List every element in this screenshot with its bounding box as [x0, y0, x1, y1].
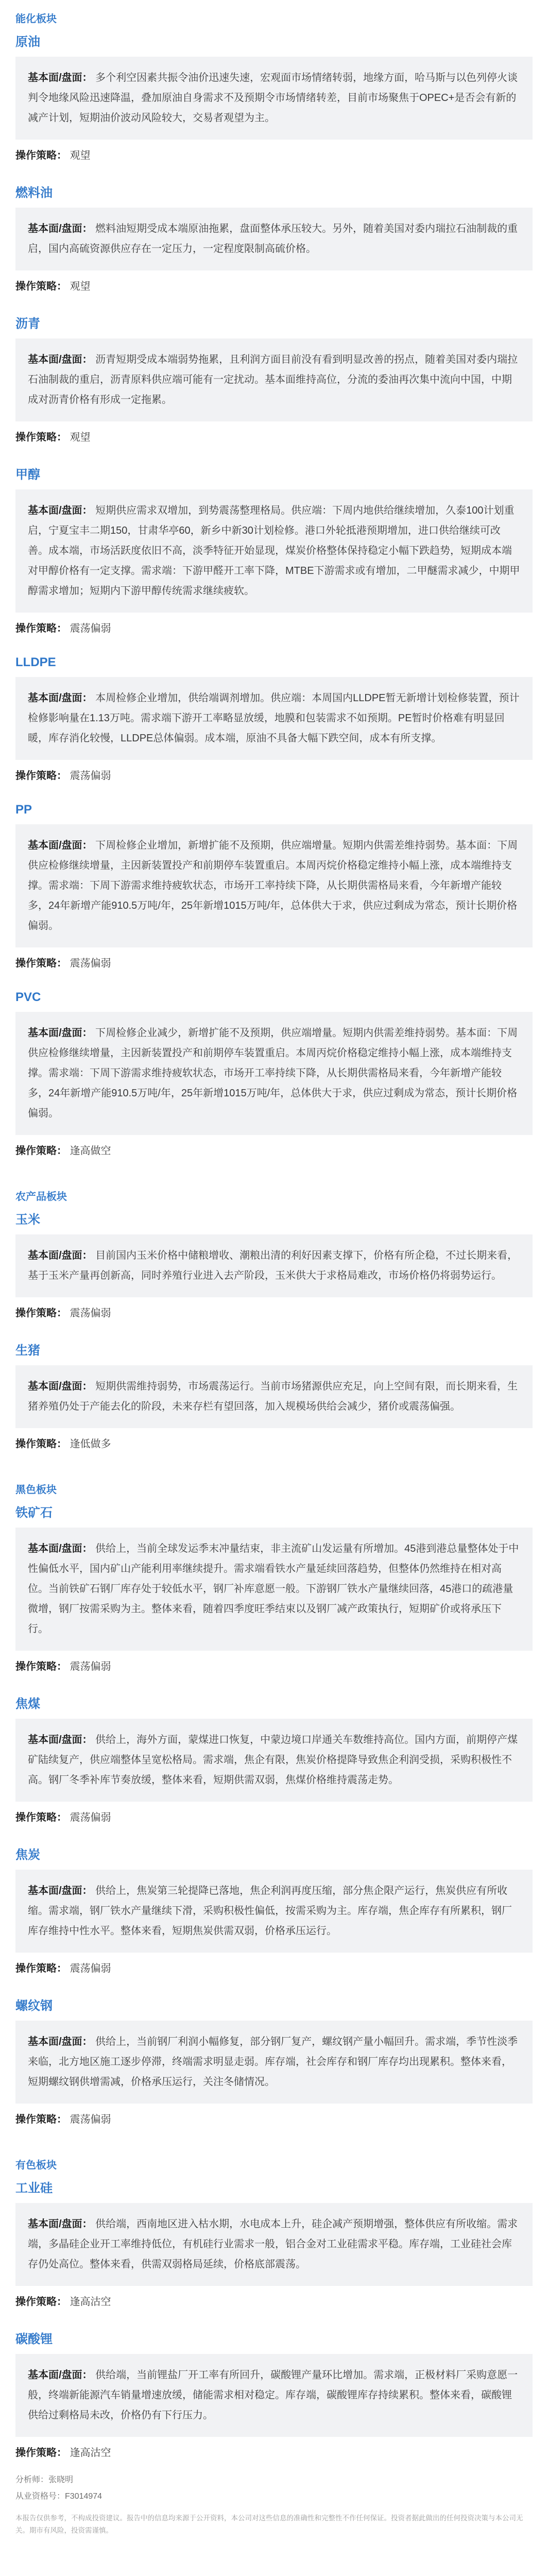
item-pp: [15, 796, 533, 970]
item-coking-coal: [15, 1687, 533, 1824]
strategy-value: 震荡偏弱: [70, 1308, 111, 1319]
item-description: [15, 1719, 533, 1802]
item-description: [15, 2354, 533, 2437]
fundamentals-text: 下周检修企业减少，新增扩能不及预期，供应端增量。短期内供需差维持弱势。基本面：下周供应检修继续增量，主因新装置投产和前期停车装置重启。本周丙烷价格稳定维持小幅上涨，成本端维持支撑。需求端：下周下游需求维持疲软状态，市场开工率持续下降，从长期供需格局来看，今年新增产能较多，24年新增产能910.5万吨/年，25年新增1015万吨/年，总体供大于求，供应过剩成为常态，预计长期价格偏弱。: [28, 1027, 518, 1119]
item-description: [15, 489, 533, 613]
item-title: 工业硅: [15, 2181, 53, 2195]
strategy-line: [15, 1953, 533, 1975]
report-footer: [15, 2472, 533, 2537]
item-title: 燃料油: [15, 186, 53, 200]
item-description: [15, 824, 533, 947]
strategy-line: [15, 140, 533, 162]
strategy-label: 操作策略：: [15, 150, 67, 161]
item-title: 碳酸锂: [15, 2332, 53, 2346]
strategy-line: [15, 613, 533, 635]
fundamentals-text: 供给上，焦炭第三轮提降已落地，焦企利润再度压缩，部分焦企限产运行，焦炭供应有所收缩。需求端，钢厂铁水产量继续下滑，采购积极性偏低，按需采购为主。库存端，焦企库存有所累积，钢厂库存维持中性水平。整体来看，短期焦炭供需双弱，价格承压运行。: [28, 1885, 512, 1937]
cert-label: 从业资格号：: [15, 2492, 65, 2501]
item-title: PVC: [15, 990, 41, 1004]
strategy-line: [15, 1297, 533, 1319]
fundamentals-label: 基本面/盘面：: [28, 1027, 93, 1039]
item-title: 玉米: [15, 1213, 40, 1227]
fundamentals-label: 基本面/盘面：: [28, 2369, 93, 2381]
strategy-label: 操作策略：: [15, 958, 67, 969]
strategy-line: [15, 2104, 533, 2126]
item-fuel-oil: [15, 176, 533, 293]
item-crude-oil: [15, 25, 533, 162]
strategy-value: 逢高做空: [70, 1145, 111, 1157]
strategy-line: [15, 2437, 533, 2459]
item-iron-ore: [15, 1496, 533, 1673]
author-label: 分析师：: [15, 2476, 49, 2484]
fundamentals-text: 下周检修企业增加，新增扩能不及预期，供应端增量。短期内供需差维持弱势。基本面：下周供应检修继续增量，主因新装置投产和前期停车装置重启。本周丙烷价格稳定维持小幅上涨，成本端维持支撑。需求端：下周下游需求维持疲软状态，市场开工率持续下降，从长期供需格局来看，今年新增产能较多，24年新增产能910.5万吨/年，25年新增1015万吨/年，总体供大于求，供应过剩成为常态，预计长期价格偏弱。: [28, 840, 518, 931]
fundamentals-label: 基本面/盘面：: [28, 2218, 93, 2230]
strategy-line: [15, 760, 533, 782]
item-title: 铁矿石: [15, 1506, 53, 1520]
item-description: [15, 2021, 533, 2104]
item-title: 甲醇: [15, 468, 40, 482]
fundamentals-text: 供给上，海外方面，蒙煤进口恢复，中蒙边境口岸通关车数维持高位。国内方面，前期停产煤矿陆续复产，供应端整体呈宽松格局。需求端，焦企有限，焦炭价格提降导致焦企利润受损，采购积极性不高。钢厂冬季补库节奏放缓，整体来看，短期供需双弱，焦煤价格维持震荡走势。: [28, 1734, 518, 1786]
item-description: [15, 677, 533, 760]
item-corn: [15, 1203, 533, 1319]
fundamentals-text: 供给端，当前锂盐厂开工率有所回升，碳酸锂产量环比增加。需求端，正极材料厂采购意愿一般，终端新能源汽车销量增速放缓，储能需求相对稳定。库存端，碳酸锂库存持续累积。整体来看，碳酸锂供给过剩格局未改，价格仍有下行压力。: [28, 2369, 518, 2421]
strategy-label: 操作策略：: [15, 623, 67, 634]
item-asphalt: [15, 307, 533, 444]
fundamentals-text: 供给端，西南地区进入枯水期，水电成本上升，硅企减产预期增强，整体供应有所收缩。需求端，多晶硅企业开工率维持低位，有机硅行业需求一般，铝合金对工业硅需求平稳。库存端，工业硅社会库存仍处高位。整体来看，供需双弱格局延续，价格底部震荡。: [28, 2218, 518, 2270]
author-line: [15, 2472, 533, 2488]
item-title: PP: [15, 803, 32, 817]
item-title: 沥青: [15, 317, 40, 331]
fundamentals-label: 基本面/盘面：: [28, 223, 93, 234]
item-title: 生猪: [15, 1344, 40, 1358]
cert-number: F3014974: [65, 2492, 102, 2501]
strategy-value: 震荡偏弱: [70, 770, 111, 782]
fundamentals-text: 短期供需维持弱势，市场震荡运行。当前市场猪源供应充足，向上空间有限，而长期来看，生猪养殖仍处于产能去化的阶段，未来存栏有望回落，加入规模场供给会减少，猪价或震荡偏强。: [28, 1381, 518, 1412]
fundamentals-label: 基本面/盘面：: [28, 505, 93, 516]
item-description: [15, 338, 533, 421]
section-title-metal: 有色板块: [15, 2160, 57, 2171]
strategy-line: [15, 270, 533, 293]
item-description: [15, 57, 533, 140]
strategy-line: [15, 1428, 533, 1450]
item-title: 螺纹钢: [15, 1999, 53, 2013]
item-lldpe: [15, 649, 533, 782]
item-pvc: [15, 984, 533, 1157]
fundamentals-label: 基本面/盘面：: [28, 1250, 93, 1261]
fundamentals-label: 基本面/盘面：: [28, 840, 93, 851]
fundamentals-label: 基本面/盘面：: [28, 1381, 93, 1392]
fundamentals-label: 基本面/盘面：: [28, 2036, 93, 2047]
strategy-label: 操作策略：: [15, 1308, 67, 1319]
strategy-label: 操作策略：: [15, 432, 67, 443]
item-title: 原油: [15, 35, 40, 49]
strategy-value: 逢高沽空: [70, 2296, 111, 2308]
fundamentals-text: 供给上，当前钢厂利润小幅修复，部分钢厂复产，螺纹钢产量小幅回升。需求端，季节性淡季来临，北方地区施工逐步停滞，终端需求明显走弱。库存端，社会库存和钢厂库存均出现累积。整体来看，短期螺纹钢供增需减，价格承压运行，关注冬储情况。: [28, 2036, 518, 2088]
strategy-label: 操作策略：: [15, 2296, 67, 2308]
strategy-label: 操作策略：: [15, 2447, 67, 2459]
item-description: [15, 1012, 533, 1135]
strategy-label: 操作策略：: [15, 281, 67, 292]
item-title: LLDPE: [15, 655, 56, 669]
strategy-value: 震荡偏弱: [70, 1963, 111, 1974]
strategy-line: [15, 2286, 533, 2308]
item-methanol: [15, 458, 533, 635]
strategy-line: [15, 421, 533, 444]
strategy-value: 观望: [70, 150, 91, 161]
item-title: 焦炭: [15, 1848, 40, 1862]
item-description: [15, 208, 533, 270]
item-description: [15, 2203, 533, 2286]
item-description: [15, 1870, 533, 1953]
item-description: [15, 1365, 533, 1428]
strategy-label: 操作策略：: [15, 1963, 67, 1974]
fundamentals-text: 燃料油短期受成本端原油拖累，盘面整体承压较大。另外，随着美国对委内瑞拉石油制裁的重启，国内高硫资源供应存在一定压力，一定程度限制高硫价格。: [28, 223, 518, 255]
strategy-label: 操作策略：: [15, 2114, 67, 2125]
strategy-value: 观望: [70, 432, 91, 443]
strategy-value: 震荡偏弱: [70, 2114, 111, 2125]
fundamentals-label: 基本面/盘面：: [28, 354, 93, 365]
fundamentals-text: 本周检修企业增加，供给端调剂增加。供应端：本周国内LLDPE暂无新增计划检修装置，预计检修影响量在1.13万吨。需求端下游开工率略显放缓，地膜和包装需求不如预期。PE暂时价格难有明显回暖，库存消化较慢，LLDPE总体偏弱。成本端，原油不具备大幅下跌空间，成本有所支撑。: [28, 692, 520, 744]
fundamentals-label: 基本面/盘面：: [28, 1734, 93, 1745]
section-title-energy: 能化板块: [15, 13, 57, 25]
fundamentals-label: 基本面/盘面：: [28, 72, 93, 83]
fundamentals-text: 目前国内玉米价格中储粮增收、潮粮出清的利好因素支撑下，价格有所企稳，不过长期来看，基于玉米产量再创新高，同时养殖行业进入去产阶段，玉米供大于求格局难改，市场价格仍将弱势运行。: [28, 1250, 518, 1281]
section-title-black: 黑色板块: [15, 1484, 57, 1496]
disclaimer-text: 本报告仅供参考，不构成投资建议。报告中的信息均来源于公开资料，本公司对这些信息的准确性和完整性不作任何保证。投资者据此做出的任何投资决策与本公司无关。期市有风险，投资需谨慎。: [15, 2514, 523, 2535]
strategy-label: 操作策略：: [15, 1661, 67, 1672]
strategy-label: 操作策略：: [15, 1438, 67, 1450]
item-rebar: [15, 1989, 533, 2126]
item-hog: [15, 1334, 533, 1450]
fundamentals-text: 沥青短期受成本端弱势拖累，且利润方面目前没有看到明显改善的拐点，随着美国对委内瑞拉石油制裁的重启，沥青原料供应端可能有一定扰动。基本面维持高位，分流的委油再次集中流向中国，中期成对沥青价格有形成一定拖累。: [28, 354, 518, 405]
strategy-line: [15, 947, 533, 970]
item-coke: [15, 1838, 533, 1975]
strategy-value: 震荡偏弱: [70, 1812, 111, 1823]
fundamentals-label: 基本面/盘面：: [28, 692, 93, 704]
fundamentals-text: 供给上，当前全球发运季末冲量结束，非主流矿山发运量有所增加。45港到港总量整体处于中性偏低水平，国内矿山产能利用率继续提升。需求端看铁水产量延续回落趋势，但整体仍然维持在相对高位。当前铁矿石钢厂库存处于较低水平，钢厂补库意愿一般。下游钢厂铁水产量继续回落，45港口的疏港量微增，钢厂按需采购为主。整体来看，随着四季度旺季结束以及钢厂减产政策执行，短期矿价或将承压下行。: [28, 1543, 519, 1635]
item-description: [15, 1234, 533, 1297]
strategy-line: [15, 1802, 533, 1824]
strategy-value: 震荡偏弱: [70, 1661, 111, 1672]
strategy-value: 观望: [70, 281, 91, 292]
strategy-label: 操作策略：: [15, 770, 67, 782]
section-title-agri: 农产品板块: [15, 1191, 67, 1202]
item-industrial-silicon: [15, 2172, 533, 2308]
cert-line: [15, 2489, 533, 2504]
strategy-value: 震荡偏弱: [70, 958, 111, 969]
author-name: 张晓明: [48, 2476, 74, 2484]
item-lithium-carbonate: [15, 2323, 533, 2459]
fundamentals-text: 短期供应需求双增加，到势震荡整理格局。供应端：下周内地供给继续增加，久泰100计划重启，宁夏宝丰二期150，甘肃华亭60，新乡中新30计划检修。港口外轮抵港预期增加，进口供给继续可改善。成本端，市场活跃度依旧不高，淡季特征开始显现，煤炭价格整体保持稳定小幅下跌趋势，短期成本端对甲醇价格有一定支撑。需求端：下游甲醛开工率下降，MTBE下游需求或有增加，二甲醚需求减少，中期甲醇需求增加；短期内下游甲醇传统需求继续疲软。: [28, 505, 520, 597]
strategy-value: 震荡偏弱: [70, 623, 111, 634]
strategy-line: [15, 1651, 533, 1673]
strategy-label: 操作策略：: [15, 1812, 67, 1823]
fundamentals-text: 多个利空因素共振令油价迅速失速，宏观面市场情绪转弱，地缘方面，哈马斯与以色列停火谈判令地缘风险迅速降温，叠加原油自身需求不及预期令市场情绪转差，目前市场聚焦于OPEC+是否会有新的减产计划，短期油价波动风险较大，交易者观望为主。: [28, 72, 518, 124]
strategy-label: 操作策略：: [15, 1145, 67, 1157]
strategy-line: [15, 1135, 533, 1157]
item-title: 焦煤: [15, 1697, 40, 1711]
item-description: [15, 1528, 533, 1651]
fundamentals-label: 基本面/盘面：: [28, 1543, 93, 1554]
fundamentals-label: 基本面/盘面：: [28, 1885, 93, 1896]
strategy-value: 逢低做多: [70, 1438, 111, 1450]
strategy-value: 逢高沽空: [70, 2447, 111, 2459]
